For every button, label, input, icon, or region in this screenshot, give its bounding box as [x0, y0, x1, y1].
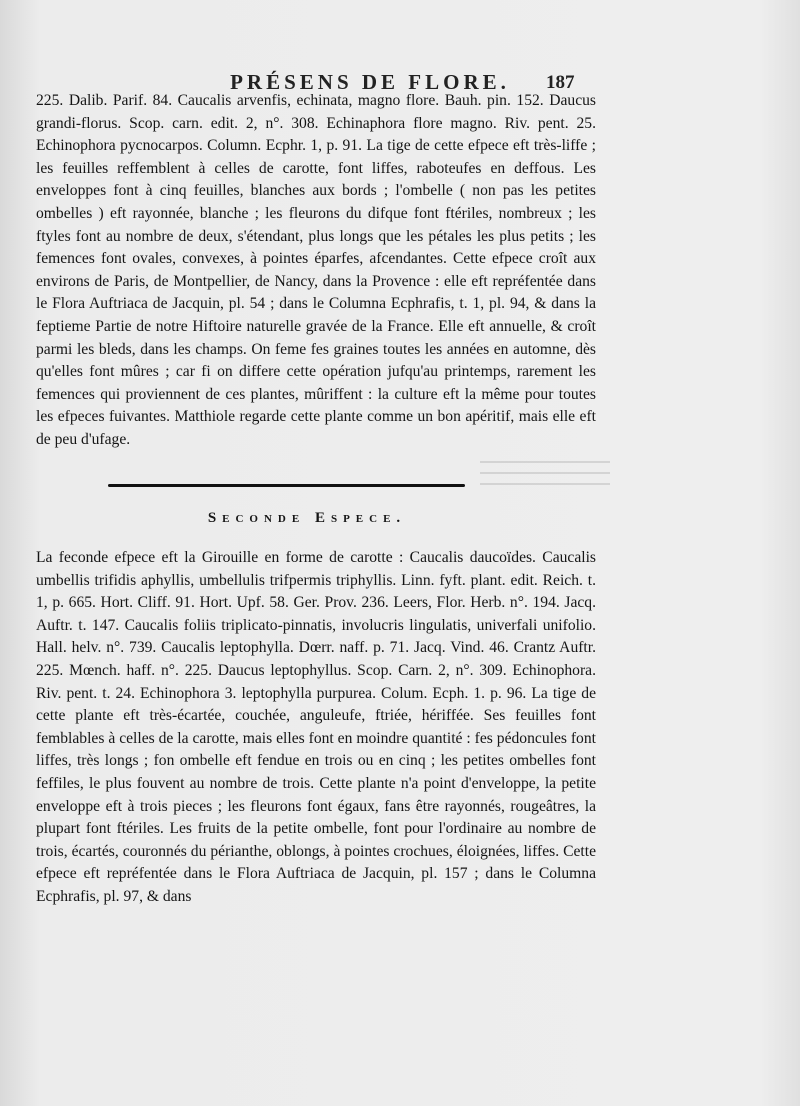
- bleed-through-text: [480, 452, 610, 532]
- running-head: PRÉSENS DE FLORE.: [230, 70, 510, 94]
- section-divider: [108, 484, 465, 487]
- section-title: Seconde Espece.: [207, 510, 407, 526]
- paragraph-first-species: 225. Dalib. Parif. 84. Caucalis arvenfis, echinata, magno flore. Bauh. pin. 152. Daucus grandi-florus. Scop. carn. edit. 2, n°. 308. Echinaphora flore magno. Riv. pent. 25. Echinophora pycnocarpos. Column. Ecphr. 1, p. 91. La tige de cette efpece eft très-liffe ; les feuilles reffemblent à celles de carotte, font liffes, raboteufes en deffous. Les enveloppes font à cinq feuilles, blanches aux bords ; l'ombelle ( non pas les petites ombelles ) eft rayonnée, blanche ; les fleurons du difque font ftériles, nombreux ; les ftyles font au nombre de deux, s'étendant, plus longs que les pétales les plus petits ; les femences font ovales, convexes, à pointes éparfes, afcendantes. Cette efpece croît aux environs de Paris, de Montpellier, de Nancy, dans la Provence : elle eft repréfentée dans le Flora Auftriaca de Jacquin, pl. 54 ; dans le Columna Ecphrafis, t. 1, pl. 94, & dans la feptieme Partie de notre Hiftoire naturelle gravée de la France. Elle eft annuelle, & croît parmi les bleds, dans les champs. On feme fes graines toutes les années en automne, dès qu'elles font mûres ; car fi on differe cette opération jufqu'au printemps, rarement les femences qui proviennent de ces plantes, mûriffent : la culture eft la même pour toutes les efpeces fuivantes. Matthiole regarde cette plante comme un bon apéritif, mais elle eft de peu d'ufage.: [36, 92, 596, 448]
- page-number: 187: [546, 72, 575, 93]
- paragraph-second-species: La feconde efpece eft la Girouille en forme de carotte : Caucalis daucoïdes. Caucalis umbellis trifidis aphyllis, umbellulis trifpermis triphyllis. Linn. fyft. plant. edit. Reich. t. 1, p. 665. Hort. Cliff. 91. Hort. Upf. 58. Ger. Prov. 236. Leers, Flor. Herb. n°. 194. Jacq. Auftr. t. 147. Caucalis foliis triplicato-pinnatis, involucris lingulatis, univerfali unifolio. Hall. helv. n°. 739. Caucalis leptophylla. Dœrr. naff. p. 71. Jacq. Vind. 46. Crantz Auftr. 225. Mœnch. haff. n°. 225. Daucus leptophyllus. Scop. Carn. 2, n°. 309. Echinophora. Riv. pent. t. 24. Echinophora 3. leptophylla purpurea. Colum. Ecph. 1. p. 96. La tige de cette plante eft très-écartée, couchée, anguleufe, ftriée, hériffée. Ses feuilles font femblables à celles de la carotte, mais elles font en moindre quantité : fes pédoncules font liffes, très longs ; fon ombelle eft fendue en trois ou en cinq ; les petites ombelles font feffiles, le plus fouvent au nombre de trois. Cette plante n'a point d'enveloppe, la petite enveloppe eft à trois pieces ; les fleurons font égaux, fans être rayonnés, rougeâtres, la plupart font ftériles. Les fruits de la petite ombelle, font pour l'ordinaire au nombre de trois, écartés, couronnés du périanthe, oblongs, à pointes crochues, éloignées, liffes. Cette efpece eft repréfentée dans le Flora Auftriaca de Jacquin, pl. 157 ; dans le Columna Ecphrafis, pl. 97, & dans: [36, 549, 596, 905]
